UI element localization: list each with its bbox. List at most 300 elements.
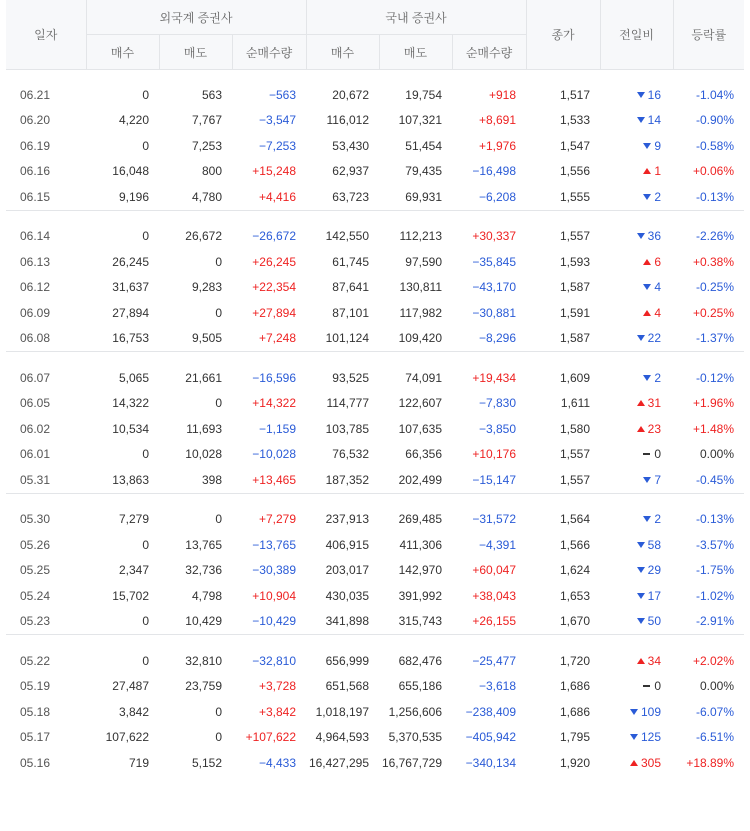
- group-spacer: [6, 636, 744, 648]
- foreign-sell-cell: 10,028: [185, 447, 222, 462]
- change-cell: [600, 648, 673, 674]
- down-triangle-icon: [637, 335, 645, 341]
- date-cell: 05.19: [20, 679, 51, 694]
- domestic-sell-cell: 5,370,535: [388, 730, 442, 745]
- close-cell: 1,533: [560, 113, 591, 128]
- close-cell: 1,555: [560, 189, 591, 204]
- up-triangle-icon: [630, 760, 638, 766]
- col-rate: 등락률: [673, 0, 744, 70]
- date-cell: 06.21: [20, 87, 51, 102]
- down-triangle-icon: [643, 143, 651, 149]
- domestic-buy-cell: 656,999: [325, 653, 369, 668]
- domestic-net-cell: −6,208: [478, 189, 517, 204]
- domestic-buy-cell: 430,035: [325, 588, 369, 603]
- col-foreign-sell: 매도: [159, 35, 232, 70]
- foreign-sell-cell: 23,759: [185, 679, 222, 694]
- date-cell: 05.22: [20, 653, 51, 668]
- date-cell: 06.08: [20, 331, 51, 346]
- domestic-net-cell: −3,618: [478, 679, 517, 694]
- close-cell: 1,653: [560, 588, 591, 603]
- table-row: [6, 365, 744, 391]
- rate-cell: +0.38%: [692, 254, 735, 269]
- up-triangle-icon: [637, 400, 645, 406]
- col-close: 종가: [526, 0, 600, 70]
- change-value: 305: [641, 755, 662, 770]
- domestic-net-cell: +60,047: [472, 563, 517, 578]
- table-row: [6, 300, 744, 326]
- rate-cell: -1.04%: [696, 87, 735, 102]
- close-cell: 1,564: [560, 512, 591, 527]
- domestic-sell-cell: 391,992: [398, 588, 442, 603]
- col-domestic-sell: 매도: [379, 35, 452, 70]
- change-cell: [600, 82, 673, 108]
- change-cell: [600, 674, 673, 700]
- domestic-sell-cell: 109,420: [398, 331, 442, 346]
- table-row: [6, 507, 744, 533]
- rate-cell: 0.00%: [700, 679, 735, 694]
- col-foreign-net: 순매수량: [232, 35, 306, 70]
- foreign-buy-cell: 0: [142, 447, 149, 462]
- group-spacer: [6, 70, 744, 83]
- domestic-buy-cell: 142,550: [325, 229, 369, 244]
- rate-cell: -0.13%: [696, 512, 735, 527]
- rate-cell: -1.37%: [696, 331, 735, 346]
- change-cell: [600, 391, 673, 417]
- down-triangle-icon: [637, 567, 645, 573]
- date-cell: 06.13: [20, 254, 51, 269]
- change-value: 22: [647, 331, 662, 346]
- table-row: [6, 725, 744, 751]
- change-cell: [600, 467, 673, 493]
- domestic-buy-cell: 203,017: [325, 563, 369, 578]
- domestic-net-cell: −43,170: [472, 280, 517, 295]
- down-triangle-icon: [637, 117, 645, 123]
- close-cell: 1,920: [560, 755, 591, 770]
- foreign-net-cell: +7,248: [258, 331, 296, 346]
- change-value: 23: [647, 421, 662, 436]
- table-row: [6, 133, 744, 159]
- foreign-sell-cell: 0: [215, 396, 222, 411]
- rate-cell: -0.13%: [696, 189, 735, 204]
- foreign-buy-cell: 26,245: [112, 254, 149, 269]
- up-triangle-icon: [643, 168, 651, 174]
- table-row: [6, 648, 744, 674]
- down-triangle-icon: [637, 542, 645, 548]
- table-row: [6, 609, 744, 635]
- change-cell: [600, 725, 673, 751]
- foreign-buy-cell: 0: [142, 614, 149, 629]
- domestic-sell-cell: 1,256,606: [388, 704, 442, 719]
- down-triangle-icon: [637, 92, 645, 98]
- domestic-buy-cell: 20,672: [332, 87, 369, 102]
- close-cell: 1,591: [560, 305, 591, 320]
- dash-icon: [643, 453, 650, 455]
- foreign-sell-cell: 0: [215, 704, 222, 719]
- foreign-buy-cell: 7,279: [118, 512, 149, 527]
- domestic-sell-cell: 202,499: [398, 472, 442, 487]
- change-value: 31: [647, 396, 662, 411]
- down-triangle-icon: [637, 618, 645, 624]
- domestic-sell-cell: 79,435: [405, 164, 442, 179]
- foreign-sell-cell: 11,693: [186, 421, 222, 436]
- foreign-net-cell: +107,622: [245, 730, 296, 745]
- close-cell: 1,686: [560, 704, 591, 719]
- rate-cell: -2.26%: [696, 229, 735, 244]
- rate-cell: +18.89%: [686, 755, 735, 770]
- group-spacer: [6, 495, 744, 507]
- foreign-net-cell: −13,765: [252, 537, 296, 552]
- foreign-sell-cell: 4,798: [191, 588, 222, 603]
- foreign-buy-cell: 9,196: [118, 189, 149, 204]
- change-cell: [600, 184, 673, 210]
- close-cell: 1,556: [560, 164, 591, 179]
- foreign-net-cell: +22,354: [252, 280, 296, 295]
- close-cell: 1,547: [560, 138, 591, 153]
- table-row: [6, 416, 744, 442]
- foreign-sell-cell: 9,505: [191, 331, 222, 346]
- domestic-buy-cell: 87,101: [332, 305, 369, 320]
- foreign-net-cell: −3,547: [258, 113, 296, 128]
- foreign-net-cell: −32,810: [252, 653, 296, 668]
- change-cell: [600, 108, 673, 134]
- foreign-buy-cell: 27,894: [112, 305, 149, 320]
- broker-trading-table: [6, 0, 744, 776]
- rate-cell: -0.25%: [696, 280, 735, 295]
- domestic-buy-cell: 237,913: [325, 512, 369, 527]
- domestic-net-cell: +30,337: [472, 229, 517, 244]
- date-cell: 06.19: [20, 138, 51, 153]
- close-cell: 1,611: [560, 396, 591, 411]
- close-cell: 1,557: [560, 229, 591, 244]
- change-cell: [600, 532, 673, 558]
- table-row: [6, 674, 744, 700]
- date-cell: 05.26: [20, 537, 51, 552]
- col-domestic-buy: 매수: [306, 35, 379, 70]
- date-cell: 06.01: [20, 447, 51, 462]
- table-row: [6, 184, 744, 210]
- col-foreign-buy: 매수: [86, 35, 159, 70]
- foreign-sell-cell: 26,672: [185, 229, 222, 244]
- change-cell: [600, 326, 673, 352]
- foreign-net-cell: −4,433: [258, 755, 296, 770]
- change-cell: [600, 275, 673, 301]
- close-cell: 1,580: [560, 421, 591, 436]
- date-cell: 06.14: [20, 229, 51, 244]
- foreign-buy-cell: 3,842: [118, 704, 149, 719]
- change-value: 0: [654, 679, 662, 694]
- close-cell: 1,517: [560, 87, 591, 102]
- change-value: 6: [654, 254, 662, 269]
- foreign-sell-cell: 5,152: [191, 755, 222, 770]
- foreign-net-cell: −1,159: [258, 421, 296, 436]
- foreign-net-cell: +27,894: [252, 305, 296, 320]
- foreign-sell-cell: 10,429: [185, 614, 222, 629]
- table-row: [6, 583, 744, 609]
- date-cell: 05.18: [20, 704, 51, 719]
- domestic-buy-cell: 61,745: [332, 254, 369, 269]
- foreign-buy-cell: 16,048: [112, 164, 149, 179]
- domestic-buy-cell: 114,777: [326, 396, 369, 411]
- change-value: 7: [654, 472, 662, 487]
- rate-cell: +1.96%: [692, 396, 735, 411]
- col-change: 전일비: [600, 0, 673, 70]
- col-domestic-net: 순매수량: [452, 35, 526, 70]
- foreign-buy-cell: 719: [128, 755, 149, 770]
- domestic-net-cell: −16,498: [472, 164, 517, 179]
- domestic-net-cell: +19,434: [472, 370, 517, 385]
- foreign-buy-cell: 0: [142, 87, 149, 102]
- up-triangle-icon: [637, 426, 645, 432]
- date-cell: 05.30: [20, 512, 51, 527]
- down-triangle-icon: [630, 709, 638, 715]
- up-triangle-icon: [643, 259, 651, 265]
- date-cell: 06.02: [20, 421, 51, 436]
- close-cell: 1,593: [560, 254, 591, 269]
- domestic-buy-cell: 651,568: [325, 679, 369, 694]
- foreign-buy-cell: 4,220: [118, 113, 149, 128]
- date-cell: 06.15: [20, 189, 51, 204]
- up-triangle-icon: [637, 658, 645, 664]
- domestic-sell-cell: 19,754: [405, 87, 442, 102]
- domestic-sell-cell: 122,607: [398, 396, 442, 411]
- col-group-foreign: 외국계 증권사: [86, 0, 306, 35]
- domestic-net-cell: −8,296: [478, 331, 517, 346]
- rate-cell: -6.07%: [696, 704, 735, 719]
- foreign-net-cell: +7,279: [258, 512, 296, 527]
- foreign-net-cell: −16,596: [252, 370, 296, 385]
- change-value: 2: [654, 189, 662, 204]
- domestic-net-cell: −4,391: [478, 537, 517, 552]
- dash-icon: [643, 685, 650, 687]
- change-value: 2: [654, 370, 662, 385]
- foreign-sell-cell: 9,283: [191, 280, 222, 295]
- change-cell: [600, 133, 673, 159]
- domestic-net-cell: −15,147: [472, 472, 517, 487]
- date-cell: 06.07: [20, 370, 51, 385]
- down-triangle-icon: [643, 477, 651, 483]
- change-cell: [600, 224, 673, 250]
- domestic-sell-cell: 107,321: [398, 113, 442, 128]
- foreign-net-cell: −26,672: [252, 229, 296, 244]
- table-row: [6, 159, 744, 185]
- foreign-buy-cell: 0: [142, 537, 149, 552]
- domestic-sell-cell: 655,186: [398, 679, 442, 694]
- foreign-sell-cell: 800: [201, 164, 222, 179]
- domestic-net-cell: −30,881: [472, 305, 517, 320]
- domestic-net-cell: +26,155: [472, 614, 517, 629]
- foreign-sell-cell: 7,767: [191, 113, 222, 128]
- foreign-net-cell: +14,322: [252, 396, 296, 411]
- foreign-buy-cell: 16,753: [112, 331, 149, 346]
- date-cell: 05.31: [20, 472, 51, 487]
- change-value: 4: [654, 280, 662, 295]
- foreign-buy-cell: 31,637: [112, 280, 149, 295]
- foreign-sell-cell: 398: [201, 472, 222, 487]
- foreign-net-cell: +3,728: [258, 679, 296, 694]
- foreign-net-cell: −30,389: [252, 563, 296, 578]
- rate-cell: -0.90%: [696, 113, 735, 128]
- change-cell: [600, 416, 673, 442]
- domestic-buy-cell: 341,898: [325, 614, 369, 629]
- domestic-net-cell: −25,477: [472, 653, 517, 668]
- foreign-sell-cell: 4,780: [191, 189, 222, 204]
- domestic-sell-cell: 16,767,729: [381, 755, 442, 770]
- date-cell: 05.24: [20, 588, 51, 603]
- close-cell: 1,557: [560, 447, 591, 462]
- change-value: 109: [641, 704, 662, 719]
- foreign-sell-cell: 0: [215, 305, 222, 320]
- rate-cell: +2.02%: [692, 653, 735, 668]
- domestic-net-cell: +8,691: [478, 113, 517, 128]
- change-cell: [600, 300, 673, 326]
- domestic-net-cell: +10,176: [472, 447, 517, 462]
- close-cell: 1,609: [560, 370, 591, 385]
- date-cell: 05.17: [20, 730, 51, 745]
- change-cell: [600, 365, 673, 391]
- rate-cell: -1.75%: [696, 563, 735, 578]
- domestic-sell-cell: 142,970: [398, 563, 442, 578]
- foreign-buy-cell: 13,863: [112, 472, 149, 487]
- foreign-sell-cell: 0: [215, 730, 222, 745]
- group-spacer: [6, 353, 744, 365]
- change-value: 2: [654, 512, 662, 527]
- foreign-net-cell: +13,465: [252, 472, 296, 487]
- rate-cell: 0.00%: [700, 447, 735, 462]
- foreign-buy-cell: 0: [142, 653, 149, 668]
- change-cell: [600, 699, 673, 725]
- foreign-buy-cell: 2,347: [118, 563, 149, 578]
- change-value: 50: [647, 614, 662, 629]
- col-date: 일자: [6, 0, 86, 70]
- table-row: [6, 467, 744, 493]
- change-cell: [600, 583, 673, 609]
- foreign-net-cell: +15,248: [252, 164, 296, 179]
- foreign-buy-cell: 15,702: [112, 588, 149, 603]
- foreign-buy-cell: 5,065: [118, 370, 149, 385]
- domestic-net-cell: +918: [489, 87, 517, 102]
- table-row: [6, 82, 744, 108]
- domestic-net-cell: −7,830: [478, 396, 517, 411]
- domestic-buy-cell: 1,018,197: [315, 704, 369, 719]
- down-triangle-icon: [643, 375, 651, 381]
- rate-cell: -2.91%: [696, 614, 735, 629]
- change-cell: [600, 558, 673, 584]
- domestic-buy-cell: 93,525: [332, 370, 369, 385]
- table-row: [6, 275, 744, 301]
- rate-cell: +0.06%: [692, 164, 735, 179]
- foreign-buy-cell: 0: [142, 138, 149, 153]
- change-value: 16: [647, 87, 662, 102]
- down-triangle-icon: [643, 284, 651, 290]
- domestic-buy-cell: 406,915: [325, 537, 369, 552]
- change-value: 36: [647, 229, 662, 244]
- close-cell: 1,557: [560, 472, 591, 487]
- foreign-net-cell: +3,842: [258, 704, 296, 719]
- table-row: [6, 558, 744, 584]
- foreign-sell-cell: 7,253: [191, 138, 222, 153]
- foreign-sell-cell: 0: [215, 512, 222, 527]
- foreign-sell-cell: 13,765: [185, 537, 222, 552]
- domestic-sell-cell: 130,811: [399, 280, 442, 295]
- foreign-sell-cell: 21,661: [185, 370, 222, 385]
- domestic-net-cell: +38,043: [472, 588, 517, 603]
- foreign-net-cell: +26,245: [252, 254, 296, 269]
- domestic-sell-cell: 107,635: [398, 421, 442, 436]
- rate-cell: -3.57%: [696, 537, 735, 552]
- date-cell: 05.16: [20, 755, 51, 770]
- domestic-net-cell: −405,942: [465, 730, 517, 745]
- change-value: 1: [654, 164, 662, 179]
- close-cell: 1,624: [560, 563, 591, 578]
- close-cell: 1,720: [560, 653, 591, 668]
- domestic-sell-cell: 117,982: [399, 305, 442, 320]
- down-triangle-icon: [637, 593, 645, 599]
- table-body: [6, 70, 744, 776]
- up-triangle-icon: [643, 310, 651, 316]
- change-value: 4: [654, 305, 662, 320]
- domestic-buy-cell: 187,352: [325, 472, 369, 487]
- domestic-sell-cell: 74,091: [405, 370, 442, 385]
- change-value: 29: [647, 563, 662, 578]
- domestic-net-cell: −35,845: [472, 254, 517, 269]
- foreign-sell-cell: 32,736: [185, 563, 222, 578]
- col-group-domestic: 국내 증권사: [306, 0, 526, 35]
- domestic-sell-cell: 315,743: [398, 614, 442, 629]
- change-cell: [600, 750, 673, 776]
- table-row: [6, 224, 744, 250]
- down-triangle-icon: [637, 233, 645, 239]
- domestic-net-cell: +1,976: [478, 138, 517, 153]
- foreign-buy-cell: 0: [142, 229, 149, 244]
- change-value: 9: [654, 138, 662, 153]
- domestic-buy-cell: 87,641: [332, 280, 369, 295]
- change-cell: [600, 159, 673, 185]
- date-cell: 06.20: [20, 113, 51, 128]
- table-row: [6, 750, 744, 776]
- down-triangle-icon: [643, 194, 651, 200]
- domestic-buy-cell: 53,430: [332, 138, 369, 153]
- group-spacer: [6, 212, 744, 224]
- table-row: [6, 108, 744, 134]
- change-value: 0: [654, 447, 662, 462]
- domestic-net-cell: −31,572: [472, 512, 517, 527]
- rate-cell: +0.25%: [692, 305, 735, 320]
- rate-cell: -0.45%: [696, 472, 735, 487]
- close-cell: 1,587: [560, 331, 591, 346]
- domestic-sell-cell: 51,454: [405, 138, 442, 153]
- foreign-buy-cell: 107,622: [105, 730, 149, 745]
- domestic-buy-cell: 76,532: [332, 447, 369, 462]
- foreign-buy-cell: 10,534: [112, 421, 149, 436]
- table-row: [6, 326, 744, 352]
- change-cell: [600, 609, 673, 635]
- domestic-sell-cell: 269,485: [398, 512, 442, 527]
- date-cell: 06.16: [20, 164, 51, 179]
- change-value: 125: [641, 730, 662, 745]
- domestic-buy-cell: 16,427,295: [308, 755, 369, 770]
- domestic-buy-cell: 63,723: [332, 189, 369, 204]
- date-cell: 06.09: [20, 305, 51, 320]
- domestic-buy-cell: 4,964,593: [315, 730, 369, 745]
- domestic-net-cell: −238,409: [465, 704, 517, 719]
- foreign-sell-cell: 32,810: [185, 653, 222, 668]
- domestic-sell-cell: 411,306: [399, 537, 442, 552]
- table-row: [6, 442, 744, 468]
- foreign-net-cell: −10,429: [252, 614, 296, 629]
- domestic-sell-cell: 66,356: [405, 447, 442, 462]
- foreign-sell-cell: 563: [201, 87, 222, 102]
- rate-cell: +1.48%: [692, 421, 735, 436]
